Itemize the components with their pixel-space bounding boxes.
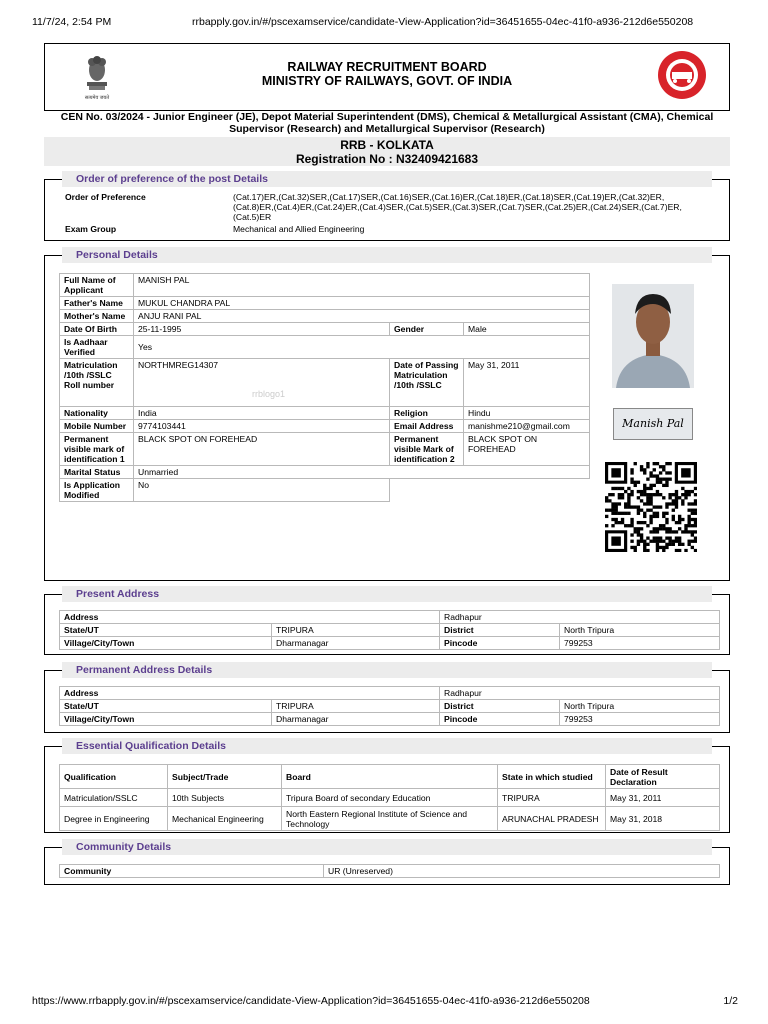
print-datetime: 11/7/24, 2:54 PM bbox=[32, 16, 112, 28]
aadhaar-value: Yes bbox=[134, 336, 590, 359]
passing-value: May 31, 2011 bbox=[464, 359, 590, 407]
person-photo-icon bbox=[612, 284, 694, 388]
marital-label: Marital Status bbox=[60, 466, 134, 479]
footer-url: https://www.rrbapply.gov.in/#/pscexamservice/candidate-View-Application?id=36451655-04ec-41f0-a936-212d6e550208 bbox=[32, 995, 590, 1007]
group-value: Mechanical and Allied Engineering bbox=[233, 224, 365, 234]
present-district-label: District bbox=[440, 624, 560, 637]
col-header-state: State in which studied bbox=[498, 765, 606, 789]
mark1-value: BLACK SPOT ON FOREHEAD bbox=[134, 433, 390, 466]
permanent-pincode-label: Pincode bbox=[440, 713, 560, 726]
preference-title: Order of preference of the post Details bbox=[62, 171, 712, 187]
preference-section bbox=[44, 173, 730, 241]
applicant-name: MANISH PAL bbox=[134, 274, 590, 297]
table-row bbox=[60, 687, 720, 700]
col-header-subject: Subject/Trade bbox=[168, 765, 282, 789]
passing-label: Date of Passing Matriculation /10th /SSLC bbox=[390, 359, 464, 407]
present-state-label: State/UT bbox=[60, 624, 272, 637]
indian-railways-logo-icon bbox=[657, 50, 707, 100]
gender-label: Gender bbox=[390, 323, 464, 336]
qualification-table bbox=[59, 764, 720, 831]
modified-value: No bbox=[134, 479, 390, 502]
name-label: Full Name of Applicant bbox=[60, 274, 134, 297]
table-row bbox=[60, 420, 590, 433]
permanent-state-label: State/UT bbox=[60, 700, 272, 713]
table-cell: Matriculation/SSLC bbox=[60, 789, 168, 807]
mother-name: ANJU RANI PAL bbox=[134, 310, 590, 323]
dob-label: Date Of Birth bbox=[60, 323, 134, 336]
modified-label: Is Application Modified bbox=[60, 479, 134, 502]
permanent-address-title: Permanent Address Details bbox=[62, 662, 712, 678]
aadhaar-label: Is Aadhaar Verified bbox=[60, 336, 134, 359]
table-row bbox=[60, 310, 590, 323]
mark1-label: Permanent visible mark of identification 1 bbox=[60, 433, 134, 466]
table-row bbox=[60, 700, 720, 713]
marital-value: Unmarried bbox=[134, 466, 590, 479]
table-row bbox=[60, 807, 720, 831]
table-cell: Degree in Engineering bbox=[60, 807, 168, 831]
present-district-value: North Tripura bbox=[560, 624, 720, 637]
present-state-value: TRIPURA bbox=[272, 624, 440, 637]
mark2-value: BLACK SPOT ON FOREHEAD bbox=[464, 433, 590, 466]
qualification-header-row bbox=[60, 765, 720, 789]
qr-code-icon bbox=[605, 462, 697, 552]
present-address-section bbox=[44, 588, 730, 655]
mark2-label: Permanent visible Mark of identification 2 bbox=[390, 433, 464, 466]
order-value: (Cat.17)ER,(Cat.32)SER,(Cat.17)SER,(Cat.16)SER,(Cat.16)ER,(Cat.18)ER,(Cat.18)SER,(Cat.19)ER,(Cat.32)ER,(Cat.8)ER,(Cat.4)ER,(Cat.24)ER,(Cat.4)SER,(Cat.5)SER,(Cat.3)SER,(Cat.7)SER,(Cat.25)ER,(Cat.24)SER,(Cat.7)ER,(Cat.5)ER bbox=[233, 192, 682, 222]
email-label: Email Address bbox=[390, 420, 464, 433]
matric-label: Matriculation /10th /SSLC Roll number bbox=[60, 359, 134, 407]
table-row bbox=[60, 359, 590, 407]
table-cell: Tripura Board of secondary Education bbox=[282, 789, 498, 807]
permanent-address-value: Radhapur bbox=[440, 687, 720, 700]
permanent-village-label: Village/City/Town bbox=[60, 713, 272, 726]
ministry-title: MINISTRY OF RAILWAYS, GOVT. OF INDIA bbox=[261, 74, 513, 88]
permanent-address-section bbox=[44, 664, 730, 733]
table-row bbox=[60, 407, 590, 420]
table-row bbox=[60, 297, 590, 310]
present-address-label: Address bbox=[60, 611, 440, 624]
rrb-name: RRB - KOLKATA bbox=[340, 138, 434, 152]
nationality-label: Nationality bbox=[60, 407, 134, 420]
permanent-district-value: North Tripura bbox=[560, 700, 720, 713]
qualification-title: Essential Qualification Details bbox=[62, 738, 712, 754]
community-title: Community Details bbox=[62, 839, 712, 855]
present-village-label: Village/City/Town bbox=[60, 637, 272, 650]
present-village-value: Dharmanagar bbox=[272, 637, 440, 650]
matric-value: NORTHMREG14307 bbox=[134, 359, 390, 407]
browser-print-footer bbox=[32, 995, 738, 1007]
page-number: 1/2 bbox=[723, 995, 738, 1007]
table-row bbox=[60, 433, 590, 466]
table-cell: TRIPURA bbox=[498, 789, 606, 807]
father-name: MUKUL CHANDRA PAL bbox=[134, 297, 590, 310]
permanent-address-table bbox=[59, 686, 720, 726]
dob-value: 25-11-1995 bbox=[134, 323, 390, 336]
permanent-district-label: District bbox=[440, 700, 560, 713]
table-row bbox=[60, 479, 590, 502]
table-row bbox=[60, 466, 590, 479]
permanent-village-value: Dharmanagar bbox=[272, 713, 440, 726]
community-section bbox=[44, 841, 730, 885]
community-table bbox=[59, 864, 720, 878]
permanent-address-label: Address bbox=[60, 687, 440, 700]
mobile-label: Mobile Number bbox=[60, 420, 134, 433]
table-row bbox=[60, 637, 720, 650]
table-row bbox=[60, 789, 720, 807]
permanent-pincode-value: 799253 bbox=[560, 713, 720, 726]
qualification-section bbox=[44, 740, 730, 833]
personal-section bbox=[44, 249, 730, 581]
col-header-board: Board bbox=[282, 765, 498, 789]
nationality-value: India bbox=[134, 407, 390, 420]
group-label: Exam Group bbox=[65, 224, 117, 234]
table-row bbox=[60, 336, 590, 359]
table-row bbox=[60, 611, 720, 624]
table-row bbox=[60, 713, 720, 726]
religion-value: Hindu bbox=[464, 407, 590, 420]
community-value: UR (Unreserved) bbox=[324, 865, 720, 878]
present-address-table bbox=[59, 610, 720, 650]
emblem-caption: सत्यमेव जयते bbox=[84, 95, 110, 101]
father-label: Father's Name bbox=[60, 297, 134, 310]
present-address-value: Radhapur bbox=[440, 611, 720, 624]
religion-label: Religion bbox=[390, 407, 464, 420]
print-url: rrbapply.gov.in/#/pscexamservice/candidate-View-Application?id=36451655-04ec-41f0-a936-212d6e550208 bbox=[192, 16, 694, 28]
registration-number: Registration No : N32409421683 bbox=[295, 152, 479, 166]
present-pincode-label: Pincode bbox=[440, 637, 560, 650]
email-value: manishme210@gmail.com bbox=[464, 420, 590, 433]
watermark-text: rrblogo1 bbox=[252, 389, 286, 399]
table-row bbox=[60, 865, 720, 878]
table-row bbox=[60, 323, 590, 336]
board-header bbox=[44, 43, 730, 111]
table-row bbox=[60, 274, 590, 297]
rrb-banner bbox=[44, 137, 730, 166]
personal-table bbox=[59, 273, 590, 502]
mother-label: Mother's Name bbox=[60, 310, 134, 323]
table-cell: ARUNACHAL PRADESH bbox=[498, 807, 606, 831]
table-cell: May 31, 2011 bbox=[606, 789, 720, 807]
table-cell: Mechanical Engineering bbox=[168, 807, 282, 831]
present-address-title: Present Address bbox=[62, 586, 712, 602]
community-label: Community bbox=[60, 865, 324, 878]
col-header-qualification: Qualification bbox=[60, 765, 168, 789]
order-label: Order of Preference bbox=[65, 192, 146, 202]
col-header-date: Date of Result Declaration bbox=[606, 765, 720, 789]
applicant-signature: Manish Pal bbox=[613, 408, 693, 440]
cen-title: CEN No. 03/2024 - Junior Engineer (JE), Depot Material Superintendent (DMS), Chemical & Metallurgical Assistant (CMA), Chemical Supervisor (Research) and Metallurgical Supervisor (Research) bbox=[60, 111, 714, 135]
applicant-photo bbox=[612, 284, 694, 388]
table-cell: May 31, 2018 bbox=[606, 807, 720, 831]
permanent-state-value: TRIPURA bbox=[272, 700, 440, 713]
table-cell: North Eastern Regional Institute of Science and Technology bbox=[282, 807, 498, 831]
table-row bbox=[60, 624, 720, 637]
mobile-value: 9774103441 bbox=[134, 420, 390, 433]
present-pincode-value: 799253 bbox=[560, 637, 720, 650]
board-title: RAILWAY RECRUITMENT BOARD bbox=[287, 60, 487, 74]
gender-value: Male bbox=[464, 323, 590, 336]
table-cell: 10th Subjects bbox=[168, 789, 282, 807]
personal-title: Personal Details bbox=[62, 247, 712, 263]
